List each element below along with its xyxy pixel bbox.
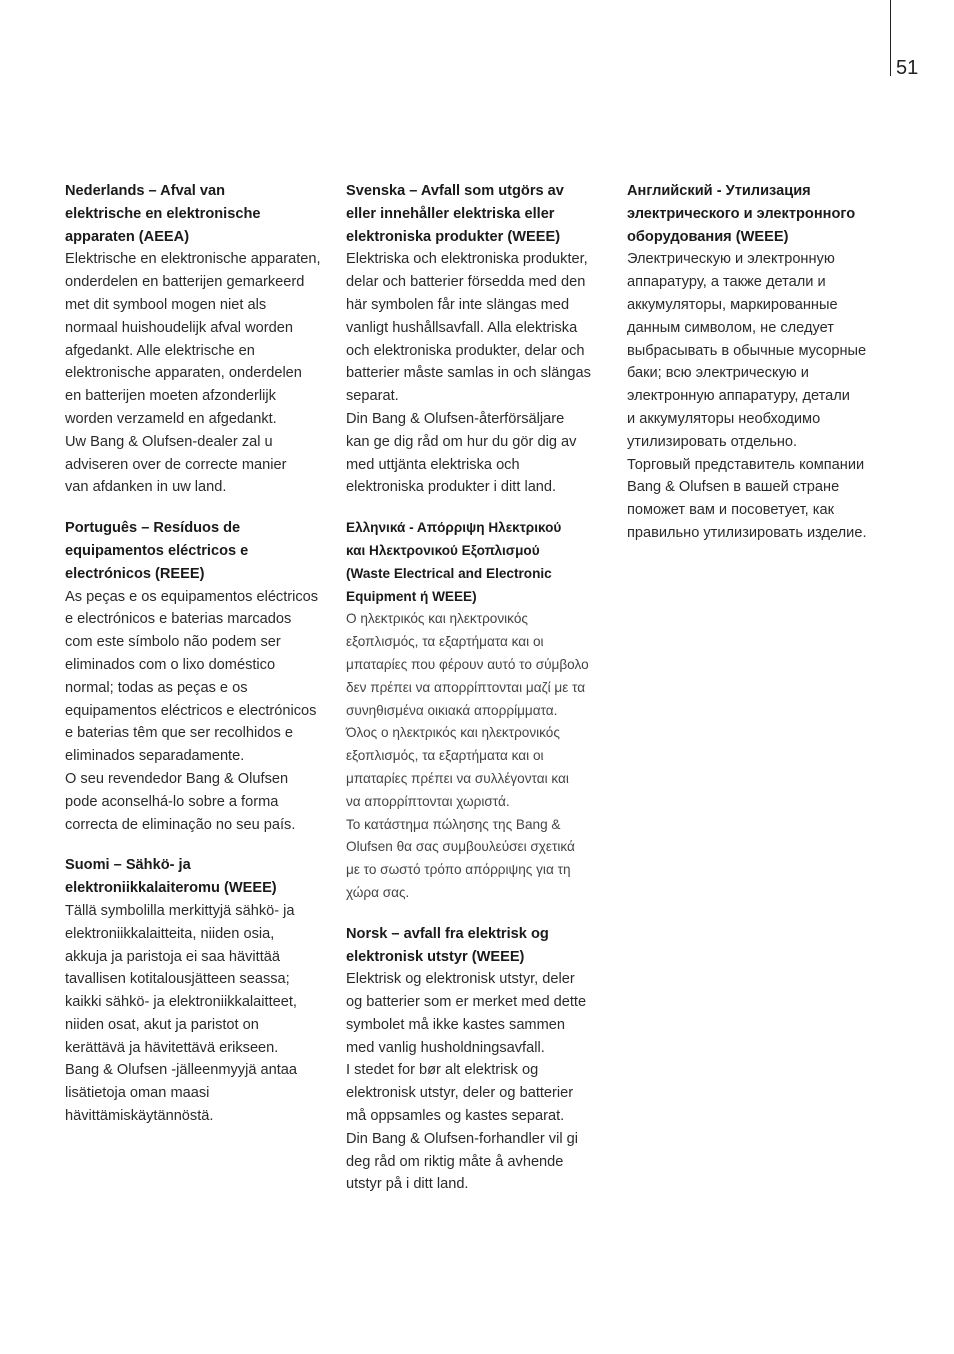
section-russian xyxy=(627,180,895,545)
section-title: Английский - Утилизация электрического и электронного оборудования (WEEE) xyxy=(627,183,856,245)
section-norsk xyxy=(346,923,614,1197)
section-title: Norsk – avfall fra elektrisk og elektronisk utstyr (WEEE) xyxy=(346,925,549,965)
section-title: Português – Resíduos de equipamentos eléctricos e electrónicos (REEE) xyxy=(65,520,249,582)
section-portugues xyxy=(65,517,333,836)
section-body: Tällä symbolilla merkittyjä sähkö- ja elektroniikkalaitteita, niiden osia, akkuja ja paristoja ei saa hävittää tavallisen kotitalousjätteen seassa; kaikki sähkö- ja elektroniikkalaitteet, niiden osat, akut ja paristot on kerättävä ja hävitettävä erikseen. Bang & Olufsen -jälleenmyyjä antaa lisätietoja oman maasi hävittämiskäytännöstä. xyxy=(65,902,298,1125)
section-body: Elektrisk og elektronisk utstyr, deler og batterier som er merket med dette symbolet må ikke kastes sammen med vanlig husholdningsavfall. I stedet for bør alt elektrisk og elektronisk utstyr, deler og batterier må oppsamles og kastes separat. Din Bang & Olufsen-forhandler vil gi deg råd om riktig måte å avhende utstyr på i ditt land. xyxy=(346,971,587,1193)
page-divider-line xyxy=(890,0,891,76)
section-body: As peças e os equipamentos eléctricos e electrónicos e baterias marcados com este símbolo não podem ser eliminados com o lixo doméstico normal; todas as peças e os equipamentos eléctricos e electrónicos e baterias têm que ser recolhidos e eliminados separadamente. O seu revendedor Bang & Olufsen pode aconselhá-lo sobre a forma correcta de eliminação no seu país. xyxy=(65,588,319,833)
section-svenska xyxy=(346,180,614,499)
column-middle xyxy=(346,180,614,1214)
section-nederlands xyxy=(65,180,333,499)
column-right xyxy=(627,180,895,563)
section-suomi xyxy=(65,854,333,1128)
column-left xyxy=(65,180,333,1146)
section-ellinika xyxy=(346,517,614,905)
page-number: 51 xyxy=(896,57,919,79)
section-title: Nederlands – Afval van elektrische en elektronische apparaten (AEEA) xyxy=(65,183,261,245)
section-body: Elektriska och elektroniska produkter, delar och batterier försedda med den här symbolen får inte slängas med vanligt hushållsavfall. Alla elektriska och elektroniska produkter, delar och batterier måste samlas in och slängas separat. Din Bang & Olufsen-återförsäljare kan ge dig råd om hur du gör dig av med uttjänta elektriska och elektroniska produkter i ditt land. xyxy=(346,251,591,496)
section-title: Svenska – Avfall som utgörs av eller innehåller elektriska eller elektroniska produkter (WEEE) xyxy=(346,183,564,245)
section-title: Suomi – Sähkö- ja elektroniikkalaiteromu (WEEE) xyxy=(65,857,277,897)
section-title: Ελληνικά - Απόρριψη Ηλεκτρικού και Ηλεκτρονικού Εξοπλισμού (Waste Electrical and Electronic Equipment ή WEEE) xyxy=(346,520,562,604)
section-body: Elektrische en elektronische apparaten, onderdelen en batterijen gemarkeerd met dit symbool mogen niet als normaal huishoudelijk afval worden afgedankt. Alle elektrische en elektronische apparaten, onderdelen en batterijen moeten afzonderlijk worden verzameld en afgedankt. Uw Bang & Olufsen-dealer zal u adviseren over de correcte manier van afdanken in uw land. xyxy=(65,251,321,496)
section-body: Ο ηλεκτρικός και ηλεκτρονικός εξοπλισμός, τα εξαρτήματα και οι μπαταρίες που φέρουν αυτό το σύμβολο δεν πρέπει να απορρίπτονται μαζί με τα συνηθισμένα οικιακά απορρίμματα. Όλος ο ηλεκτρικός και ηλεκτρονικός εξοπλισμός, τα εξαρτήματα και οι μπαταρίες πρέπει να συλλέγονται και να απορρίπτονται χωριστά. Το κατάστημα πώλησης της Bang & Olufsen θα σας συμβουλεύσει σχετικά με το σωστό τρόπο απόρριψης για τη χώρα σας. xyxy=(346,611,589,900)
section-body: Электрическую и электронную аппаратуру, а также детали и аккумуляторы, маркированные данным символом, не следует выбрасывать в обычные мусорные баки; всю электрическую и электронную аппаратуру, детали и аккумуляторы необходимо утилизировать отдельно. Торговый представитель компании Bang & Olufsen в вашей стране поможет вам и посоветует, как правильно утилизировать изделие. xyxy=(627,251,867,541)
